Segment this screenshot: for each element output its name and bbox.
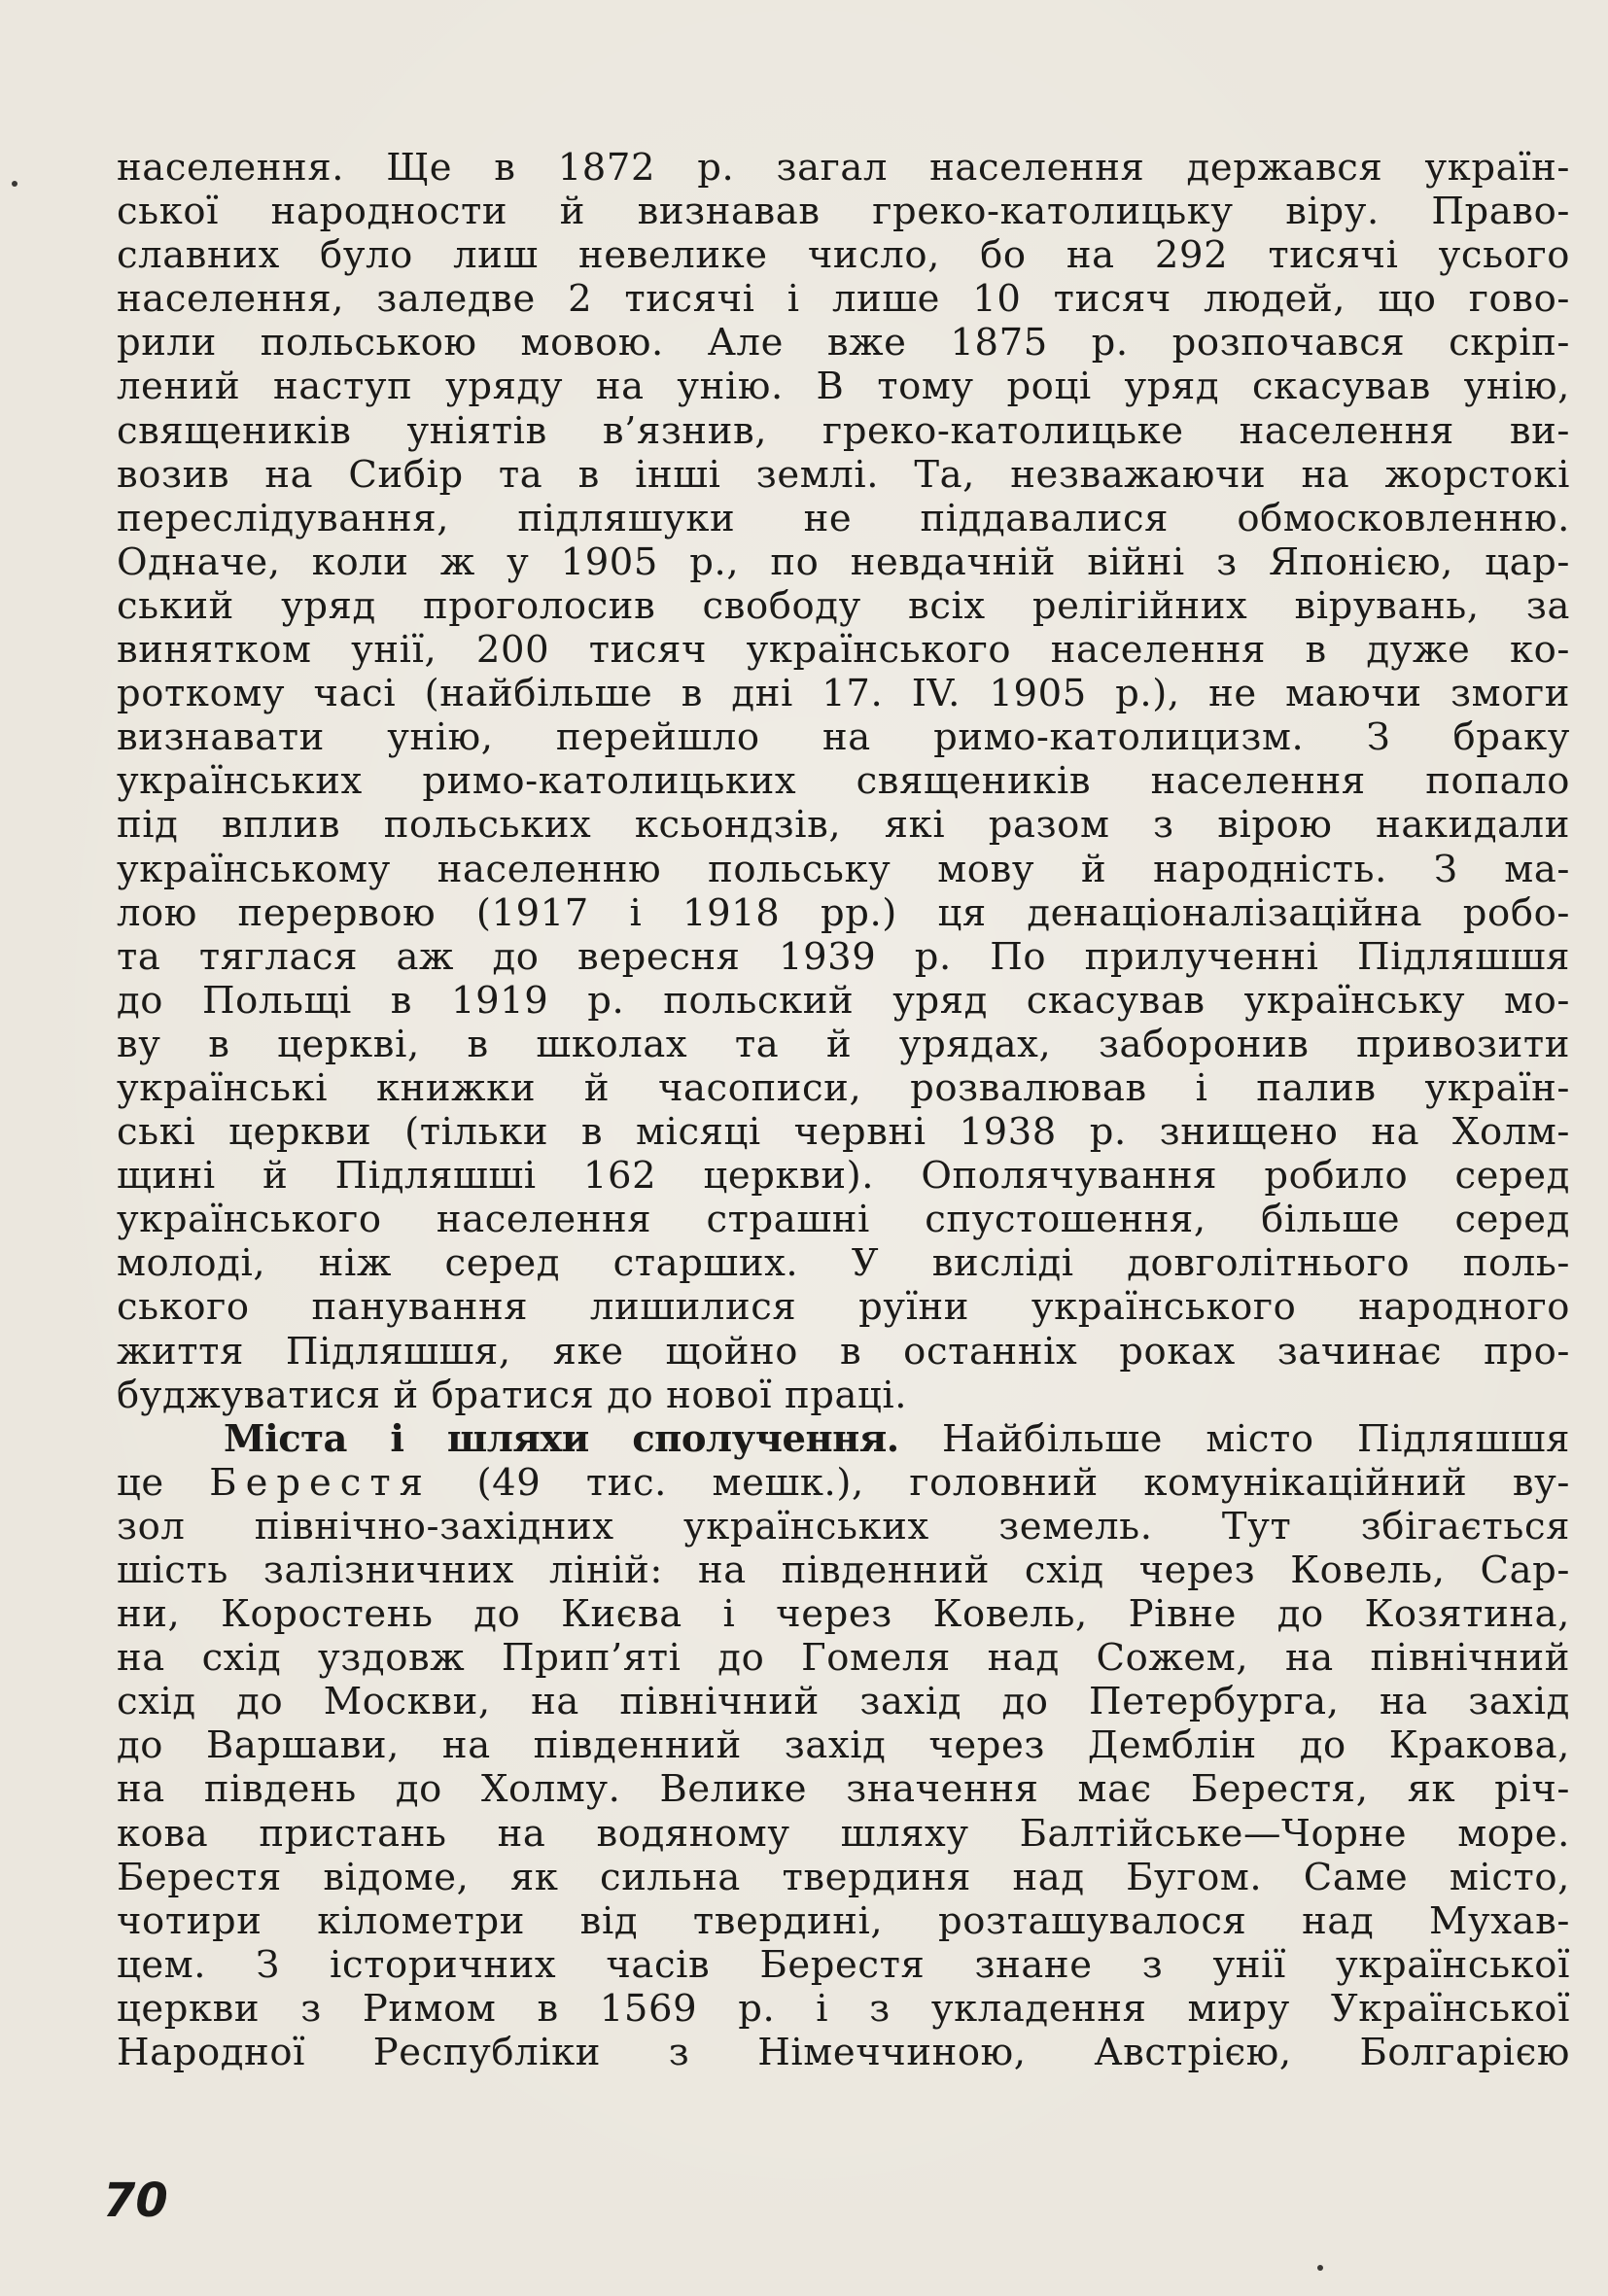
text-line: ські церкви (тільки в місяці червні 1938 р. знищено на Холм-	[117, 1110, 1570, 1155]
text-line: ської народности й визнавав греко-католицьку віру. Право-	[117, 190, 1570, 234]
margin-speck	[12, 181, 17, 187]
text-line: лою перервою (1917 і 1918 рр.) ця денаціоналізаційна робо-	[117, 890, 1570, 935]
text-line: зол північно-західних українських земель. Тут збігається	[117, 1504, 1570, 1548]
text-line: винятком унії, 200 тисяч українського населення в дуже ко-	[117, 628, 1570, 673]
text-line: українських римо-католицьких священиків населення попало	[117, 759, 1570, 804]
section-heading: Міста і шляхи сполучення.	[224, 1416, 899, 1461]
text-line: переслідування, підляшуки не піддавалися обмосковленню.	[117, 496, 1570, 540]
page-text	[117, 146, 1570, 2074]
text-line: ву в церкві, в школах та й урядах, заборонив привозити	[117, 1022, 1570, 1066]
text-line	[117, 1461, 1570, 1505]
text-line: возив на Сибір та в інші землі. Та, незважаючи на жорстокі	[117, 452, 1570, 497]
text-line: славних було лиш невелике число, бо на 292 тисячі усього	[117, 233, 1570, 278]
text-line: церкви з Римом в 1569 р. і з укладення миру Української	[117, 1986, 1570, 2031]
page-number: 70	[103, 2174, 168, 2228]
text-line: українського населення страшні спустошення, більше серед	[117, 1198, 1570, 1242]
text-line: до Варшави, на південний захід через Демблін до Кракова,	[117, 1723, 1570, 1768]
text-line: ський уряд проголосив свободу всіх релігійних вірувань, за	[117, 583, 1570, 628]
text-line: схід до Москви, на північний захід до Петербурга, на захід	[117, 1680, 1570, 1724]
text-line: українські книжки й часописи, розвалював і палив україн-	[117, 1065, 1570, 1110]
text-line: рили польською мовою. Але вже 1875 р. розпочався скріп-	[117, 321, 1570, 365]
text-line: чотири кілометри від твердині, розташувалося над Мухав-	[117, 1898, 1570, 1943]
paragraph-2	[117, 1417, 1570, 2074]
text-line: кова пристань на водяному шляху Балтійське—Чорне море.	[117, 1811, 1570, 1856]
text-line: населення, заледве 2 тисячі і лише 10 тисяч людей, що гово-	[117, 277, 1570, 322]
text-line: молоді, ніж серед старших. У висліді довголітнього поль-	[117, 1241, 1570, 1286]
text-line: визнавати унію, перейшло на римо-католицизм. З браку	[117, 715, 1570, 760]
text-line: на південь до Холму. Велике значення має Берестя, як річ-	[117, 1767, 1570, 1812]
section-heading-line	[117, 1417, 1570, 1461]
text-line: лений наступ уряду на унію. В тому році уряд скасував унію,	[117, 365, 1570, 409]
text-line: Одначе, коли ж у 1905 р., по невдачній війні з Японією, цар-	[117, 539, 1570, 584]
text-line: Берестя відоме, як сильна твердиня над Бугом. Саме місто,	[117, 1855, 1570, 1899]
text-line: Народної Республіки з Німеччиною, Австрією, Болгарією	[117, 2031, 1570, 2075]
text-line: життя Підляшшя, яке щойно в останніх роках зачинає про-	[117, 1329, 1570, 1374]
text-line: під вплив польських ксьондзів, які разом з вірою накидали	[117, 803, 1570, 848]
text-line: населення. Ще в 1872 р. загал населення держався україн-	[117, 146, 1570, 190]
text-line: щині й Підляшші 162 церкви). Ополячування робило серед	[117, 1154, 1570, 1199]
text-line: священиків уніятів в’язнив, греко-католицьке населення ви-	[117, 408, 1570, 453]
text-line: цем. З історичних часів Берестя знане з унії української	[117, 1942, 1570, 1987]
text-fragment: це	[117, 1460, 210, 1505]
text-line: шість залізничних ліній: на південний схід через Ковель, Сар-	[117, 1548, 1570, 1592]
text-fragment: Найбільше місто Підляшшя	[898, 1416, 1570, 1461]
text-line: роткому часі (найбільше в дні 17. IV. 1905 р.), не маючи змоги	[117, 672, 1570, 716]
paragraph-1	[117, 146, 1570, 1417]
text-line: українському населенню польську мову й народність. З ма-	[117, 847, 1570, 891]
text-line: буджуватися й братися до нової праці.	[117, 1373, 908, 1417]
text-line: та тяглася аж до вересня 1939 р. По прилученні Підляшшя	[117, 934, 1570, 979]
city-name-spaced: Берестя	[209, 1460, 432, 1505]
text-line: до Польщі в 1919 р. польский уряд скасував українську мо-	[117, 978, 1570, 1023]
text-line: на схід уздовж Прип’яті до Гомеля над Сожем, на північний	[117, 1636, 1570, 1681]
text-fragment: (49 тис. мешк.), головний комунікаційний ву-	[431, 1460, 1570, 1505]
margin-speck	[1317, 2265, 1323, 2271]
text-line: ни, Коростень до Києва і через Ковель, Рівне до Козятина,	[117, 1592, 1570, 1637]
text-line: ського панування лишилися руїни українського народного	[117, 1285, 1570, 1330]
